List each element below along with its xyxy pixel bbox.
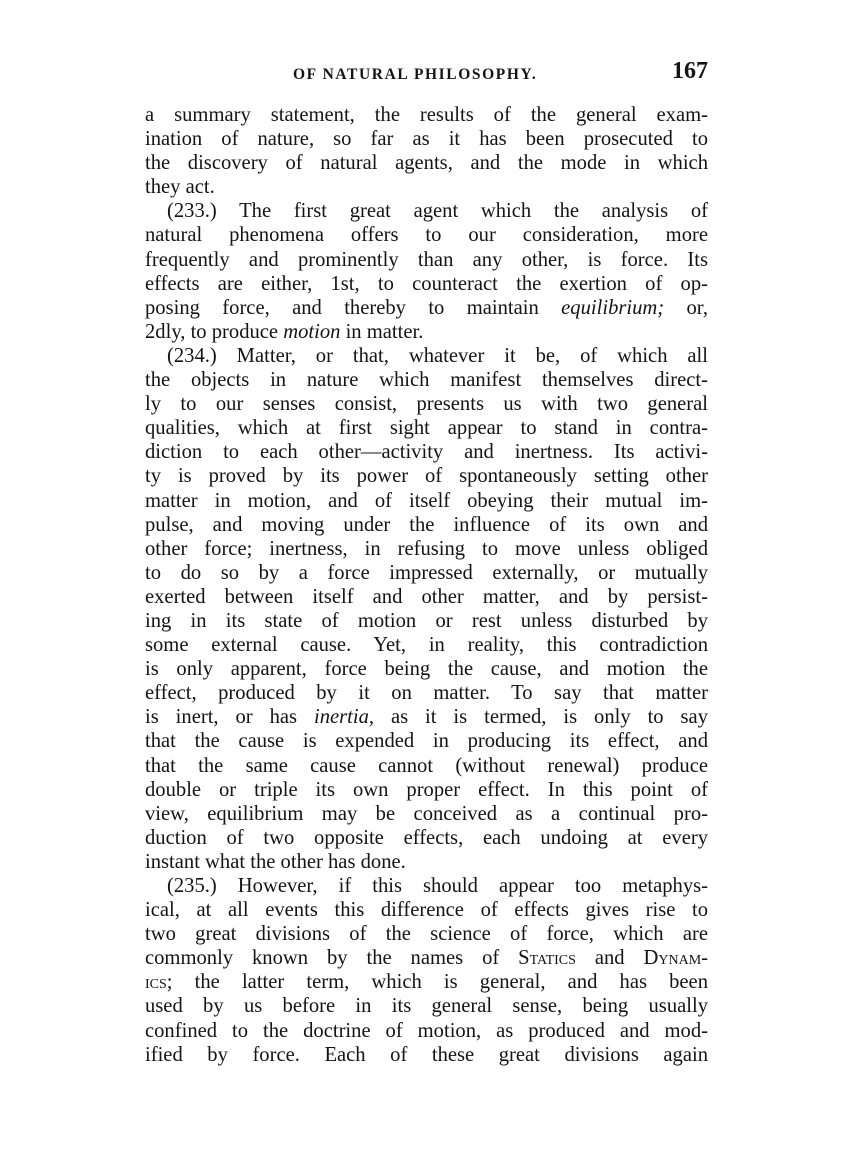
- text-line: that the same cause cannot (without renewal) produce: [145, 754, 708, 777]
- text-line: ing in its state of motion or rest unless disturbed by: [145, 609, 708, 632]
- text-line: view, equilibrium may be conceived as a continual pro-: [145, 802, 708, 825]
- body-text: [145, 103, 708, 1067]
- text-line: (233.) The first great agent which the analysis of: [167, 200, 708, 223]
- italic-term: inertia,: [313, 706, 375, 729]
- text-line: the discovery of natural agents, and the mode in which: [145, 152, 708, 175]
- text-line: that the cause is expended in producing its effect, and: [145, 730, 708, 753]
- text-line: (234.) Matter, or that, whatever it be, of which all: [167, 344, 708, 367]
- text-line: [145, 705, 708, 729]
- text-line: two great divisions of the science of force, which are: [145, 923, 708, 946]
- text-segment: posing force, and thereby to maintain: [145, 296, 562, 319]
- text-line: [145, 320, 708, 344]
- text-line: other force; inertness, in refusing to move unless obliged: [145, 537, 708, 560]
- running-title: OF NATURAL PHILOSOPHY.: [293, 66, 538, 83]
- text-line: ly to our senses consist, presents us with two general: [145, 393, 708, 416]
- text-line: pulse, and moving under the influence of its own and: [145, 513, 708, 536]
- text-line: effect, produced by it on matter. To say that matter: [145, 682, 708, 705]
- text-line: frequently and prominently than any other, is force. Its: [145, 248, 708, 271]
- text-line: used by us before in its general sense, being usually: [145, 995, 708, 1018]
- text-line: to do so by a force impressed externally, or mutually: [145, 561, 708, 584]
- text-line: double or triple its own proper effect. In this point of: [145, 778, 708, 801]
- text-line: ty is proved by its power of spontaneously setting other: [145, 465, 708, 488]
- text-line: (235.) However, if this should appear too metaphys-: [167, 875, 708, 897]
- text-segment: as it is termed, is only to say: [374, 706, 708, 729]
- text-segment: ; the latter term, which is general, and has been: [166, 971, 708, 994]
- text-segment: or,: [664, 296, 708, 319]
- small-caps-term: ics: [145, 971, 167, 994]
- text-line: exerted between itself and other matter, and by persist-: [145, 585, 708, 608]
- text-line: [145, 296, 708, 320]
- text-line: they act.: [145, 176, 215, 199]
- text-line: the objects in nature which manifest themselves direct-: [145, 369, 708, 392]
- text-line: ination of nature, so far as it has been prosecuted to: [145, 128, 708, 151]
- running-head: [145, 58, 708, 92]
- text-line: is only apparent, force being the cause, and motion the: [145, 658, 708, 681]
- text-segment: 2dly, to produce: [145, 320, 284, 343]
- text-line: [145, 970, 708, 994]
- text-line: confined to the doctrine of motion, as produced and mod-: [145, 1019, 708, 1042]
- text-segment: and: [575, 947, 644, 970]
- text-line: duction of two opposite effects, each undoing at every: [145, 826, 708, 849]
- page-number: 167: [672, 58, 708, 84]
- text-line: diction to each other—activity and inertness. Its activi-: [145, 441, 708, 464]
- italic-term: motion: [283, 320, 341, 343]
- text-line: instant what the other has done.: [145, 850, 406, 873]
- text-line: ical, at all events this difference of effects gives rise to: [145, 899, 708, 922]
- text-segment: in matter.: [340, 320, 424, 343]
- text-segment: commonly known by the names of: [145, 947, 519, 970]
- small-caps-term: Statics: [518, 947, 576, 970]
- text-line: effects are either, 1st, to counteract the exertion of op-: [145, 272, 708, 295]
- text-line: some external cause. Yet, in reality, this contradiction: [145, 634, 708, 657]
- text-line: ified by force. Each of these great divisions again: [145, 1043, 708, 1066]
- small-caps-term: Dynam-: [643, 947, 708, 970]
- text-line: qualities, which at first sight appear to stand in contra-: [145, 417, 708, 440]
- italic-term: equilibrium;: [561, 296, 665, 319]
- text-line: matter in motion, and of itself obeying their mutual im-: [145, 489, 708, 512]
- text-line: a summary statement, the results of the general exam-: [145, 104, 708, 126]
- text-segment: is inert, or has: [145, 706, 314, 729]
- text-line: [145, 946, 708, 970]
- text-line: natural phenomena offers to our consideration, more: [145, 224, 708, 247]
